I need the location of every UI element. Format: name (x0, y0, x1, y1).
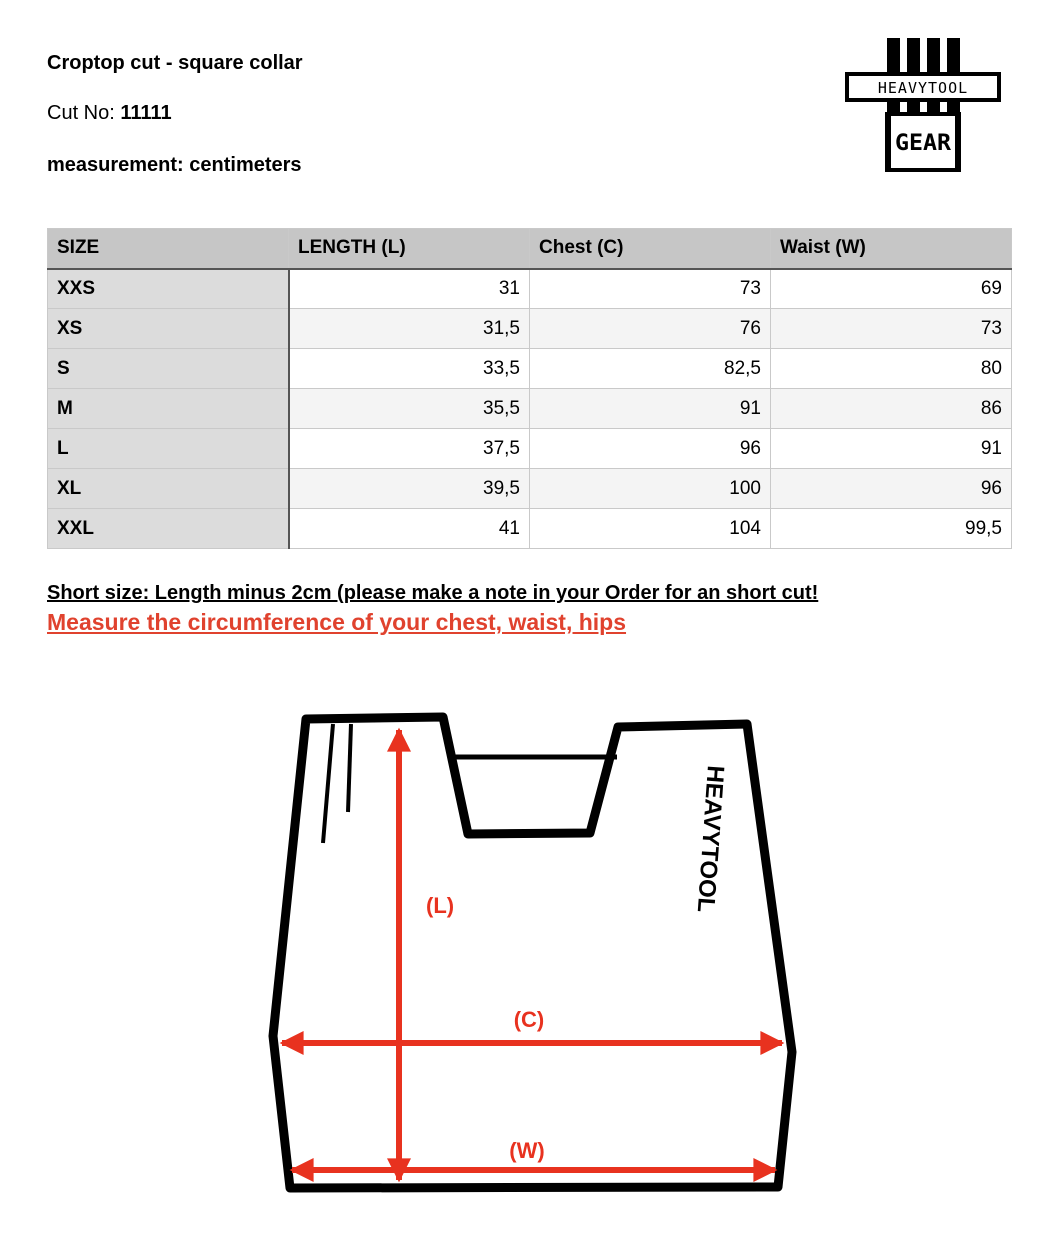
size-cell: S (48, 349, 289, 389)
table-row (48, 429, 1012, 469)
cut-number-value: 11111 (120, 102, 172, 124)
chest-cell: 96 (530, 429, 771, 469)
size-cell: XXS (48, 269, 289, 309)
waist-cell: 73 (771, 309, 1012, 349)
header-size: SIZE (48, 229, 289, 269)
measurement-unit: measurement: centimeters (47, 154, 302, 176)
chest-cell: 104 (530, 509, 771, 549)
croptop-diagram (260, 700, 820, 1210)
table-row (48, 389, 1012, 429)
length-cell: 33,5 (289, 349, 530, 389)
logo-subtext: GEAR (895, 131, 952, 156)
length-cell: 41 (289, 509, 530, 549)
length-label: (L) (426, 893, 455, 918)
chest-cell: 91 (530, 389, 771, 429)
table-row (48, 509, 1012, 549)
chest-label: (C) (513, 1007, 545, 1032)
size-cell: L (48, 429, 289, 469)
header-length: LENGTH (L) (289, 229, 530, 269)
table-row (48, 349, 1012, 389)
heavytool-logo (845, 38, 1001, 172)
length-cell: 37,5 (289, 429, 530, 469)
table-row (48, 309, 1012, 349)
chest-cell: 76 (530, 309, 771, 349)
chest-cell: 100 (530, 469, 771, 509)
size-cell: M (48, 389, 289, 429)
length-cell: 31 (289, 269, 530, 309)
diagram-brand-text: HEAVYTOOL (691, 764, 729, 914)
logo-text: HEAVYTOOL (877, 79, 969, 97)
table-row (48, 269, 1012, 309)
cut-number-label: Cut No: (47, 102, 115, 124)
waist-cell: 99,5 (771, 509, 1012, 549)
page-title: Croptop cut - square collar (47, 52, 303, 74)
waist-label: (W) (509, 1138, 545, 1163)
short-size-note: Short size: Length minus 2cm (please make a note in your Order for an short cut! (47, 582, 819, 604)
header-chest: Chest (C) (530, 229, 771, 269)
waist-cell: 69 (771, 269, 1012, 309)
waist-cell: 91 (771, 429, 1012, 469)
cut-number (47, 102, 172, 125)
chest-cell: 82,5 (530, 349, 771, 389)
length-cell: 35,5 (289, 389, 530, 429)
waist-cell: 86 (771, 389, 1012, 429)
strap-line (348, 724, 351, 812)
length-cell: 39,5 (289, 469, 530, 509)
chest-cell: 73 (530, 269, 771, 309)
size-cell: XL (48, 469, 289, 509)
strap-line (323, 724, 333, 843)
header-waist: Waist (W) (771, 229, 1012, 269)
size-cell: XS (48, 309, 289, 349)
measure-instruction: Measure the circumference of your chest, waist, hips (47, 609, 627, 635)
size-table-header-row (48, 229, 1012, 269)
size-cell: XXL (48, 509, 289, 549)
size-table (47, 228, 1012, 549)
waist-cell: 96 (771, 469, 1012, 509)
waist-cell: 80 (771, 349, 1012, 389)
table-row (48, 469, 1012, 509)
length-cell: 31,5 (289, 309, 530, 349)
